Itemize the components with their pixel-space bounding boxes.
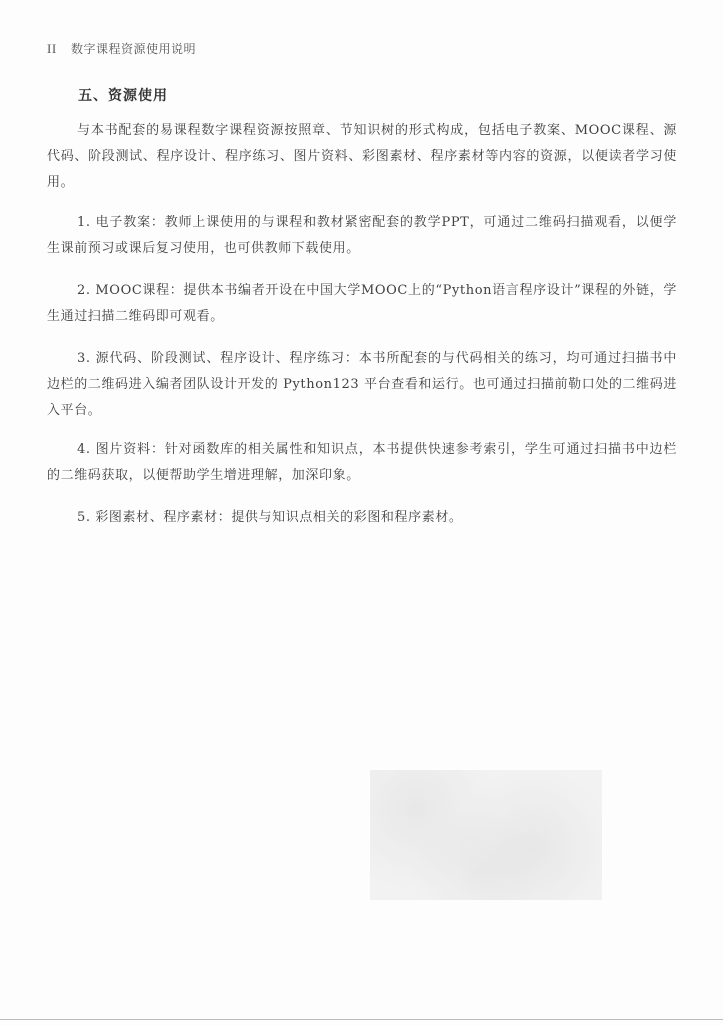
section-heading: 五、资源使用 xyxy=(78,88,168,104)
list-item-color-and-program-materials: 5. 彩图素材、程序素材：提供与知识点相关的彩图和程序素材。 xyxy=(77,510,463,525)
intro-paragraph: 与本书配套的易课程数字课程资源按照章、节知识树的形式构成，包括电子教案、MOOC课程、源代码、阶段测试、程序设计、程序练习、图片资料、彩图素材、程序素材等内容的资源，以便读者学习使用。 xyxy=(47,123,677,190)
running-header xyxy=(47,40,196,57)
running-title: 数字课程资源使用说明 xyxy=(71,42,197,56)
list-item-mooc-course: 2. MOOC课程：提供本书编者开设在中国大学MOOC上的“Python语言程序设计”课程的外链，学生通过扫描二维码即可观看。 xyxy=(47,283,677,324)
list-item-source-code-and-exercises: 3. 源代码、阶段测试、程序设计、程序练习：本书所配套的与代码相关的练习，均可通过扫描书中边栏的二维码进入编者团队设计开发的 Python123 平台查看和运行。也可通过扫描前勒口处的二维码进入平台。 xyxy=(47,351,677,418)
page-bottom-edge xyxy=(0,1019,723,1020)
page-number: II xyxy=(47,41,57,56)
scan-artifact xyxy=(370,770,602,900)
list-item-image-materials: 4. 图片资料：针对函数库的相关属性和知识点，本书提供快速参考索引，学生可通过扫描书中边栏的二维码获取，以便帮助学生增进理解，加深印象。 xyxy=(47,442,677,483)
list-item-electronic-lesson-plan: 1. 电子教案：教师上课使用的与课程和教材紧密配套的教学PPT，可通过二维码扫描观看，以便学生课前预习或课后复习使用，也可供教师下载使用。 xyxy=(47,215,677,256)
